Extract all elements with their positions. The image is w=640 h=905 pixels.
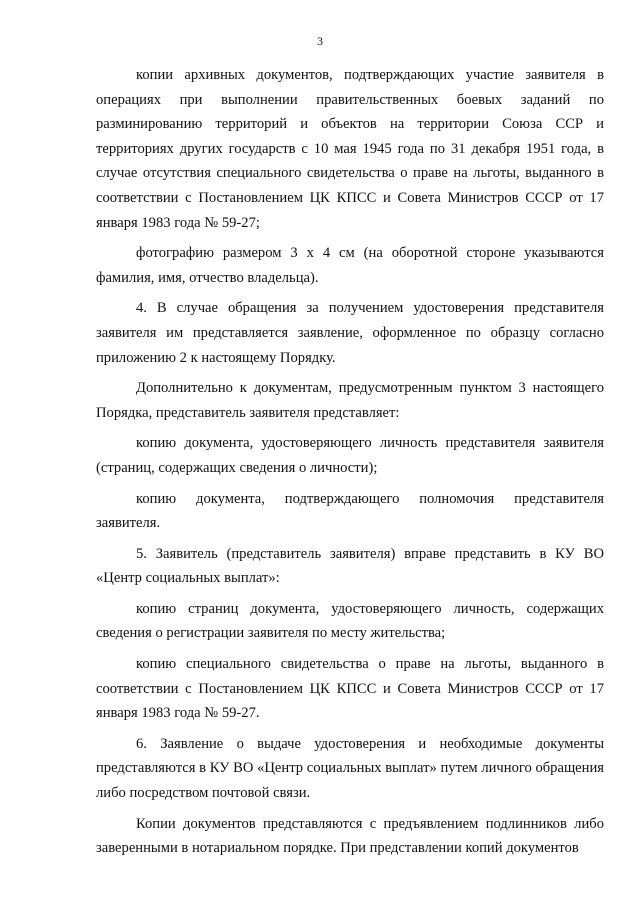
paragraph-photo: фотографию размером 3 х 4 см (на оборотной стороне указываются фамилия, имя, отчество владельца). (96, 245, 604, 286)
paragraph-archive-copies: копии архивных документов, подтверждающих участие заявителя в операциях при выполнении правительственных боевых заданий по разминированию территорий и объектов на территории Союза ССР и территориях других государств с 10 мая 1945 года по 31 декабря 1951 года, в случае отсутствия специального свидетельства о праве на льготы, выданного в соответствии с Постановлением ЦК КПСС и Совета Министров СССР от 17 января 1983 года № 59-27; (96, 67, 604, 231)
document-body (96, 63, 604, 867)
paragraph-item-5: 5. Заявитель (представитель заявителя) вправе представить в КУ ВО «Центр социальных выплат»: (96, 545, 604, 587)
paragraph-identity-copy: копию документа, удостоверяющего личность представителя заявителя (страниц, содержащих сведения о личности); (96, 435, 604, 476)
page-number: 3 (317, 34, 323, 48)
paragraph-item-4: 4. В случае обращения за получением удостоверения представителя заявителя им представляется заявление, оформленное по образцу согласно приложению 2 к настоящему Порядку. (96, 300, 604, 366)
paragraph-certificate-copy: копию специального свидетельства о праве на льготы, выданного в соответствии с Постановлением ЦК КПСС и Совета Министров СССР от 17 января 1983 года № 59-27. (96, 656, 604, 722)
paragraph-item-6: 6. Заявление о выдаче удостоверения и необходимые документы представляются в КУ ВО «Центр социальных выплат» путем личного обращения либо посредством почтовой связи. (96, 735, 604, 802)
paragraph-additional-documents: Дополнительно к документам, предусмотренным пунктом 3 настоящего Порядка, представитель заявителя представляет: (96, 380, 604, 421)
paragraph-authority-copy: копию документа, подтверждающего полномочия представителя заявителя. (96, 490, 604, 532)
paragraph-registration-copy: копию страниц документа, удостоверяющего личность, содержащих сведения о регистрации заявителя по месту жительства; (96, 600, 604, 642)
paragraph-copies-notarized: Копии документов представляются с предъявлением подлинников либо заверенными в нотариальном порядке. При представлении копий документов (96, 815, 604, 857)
